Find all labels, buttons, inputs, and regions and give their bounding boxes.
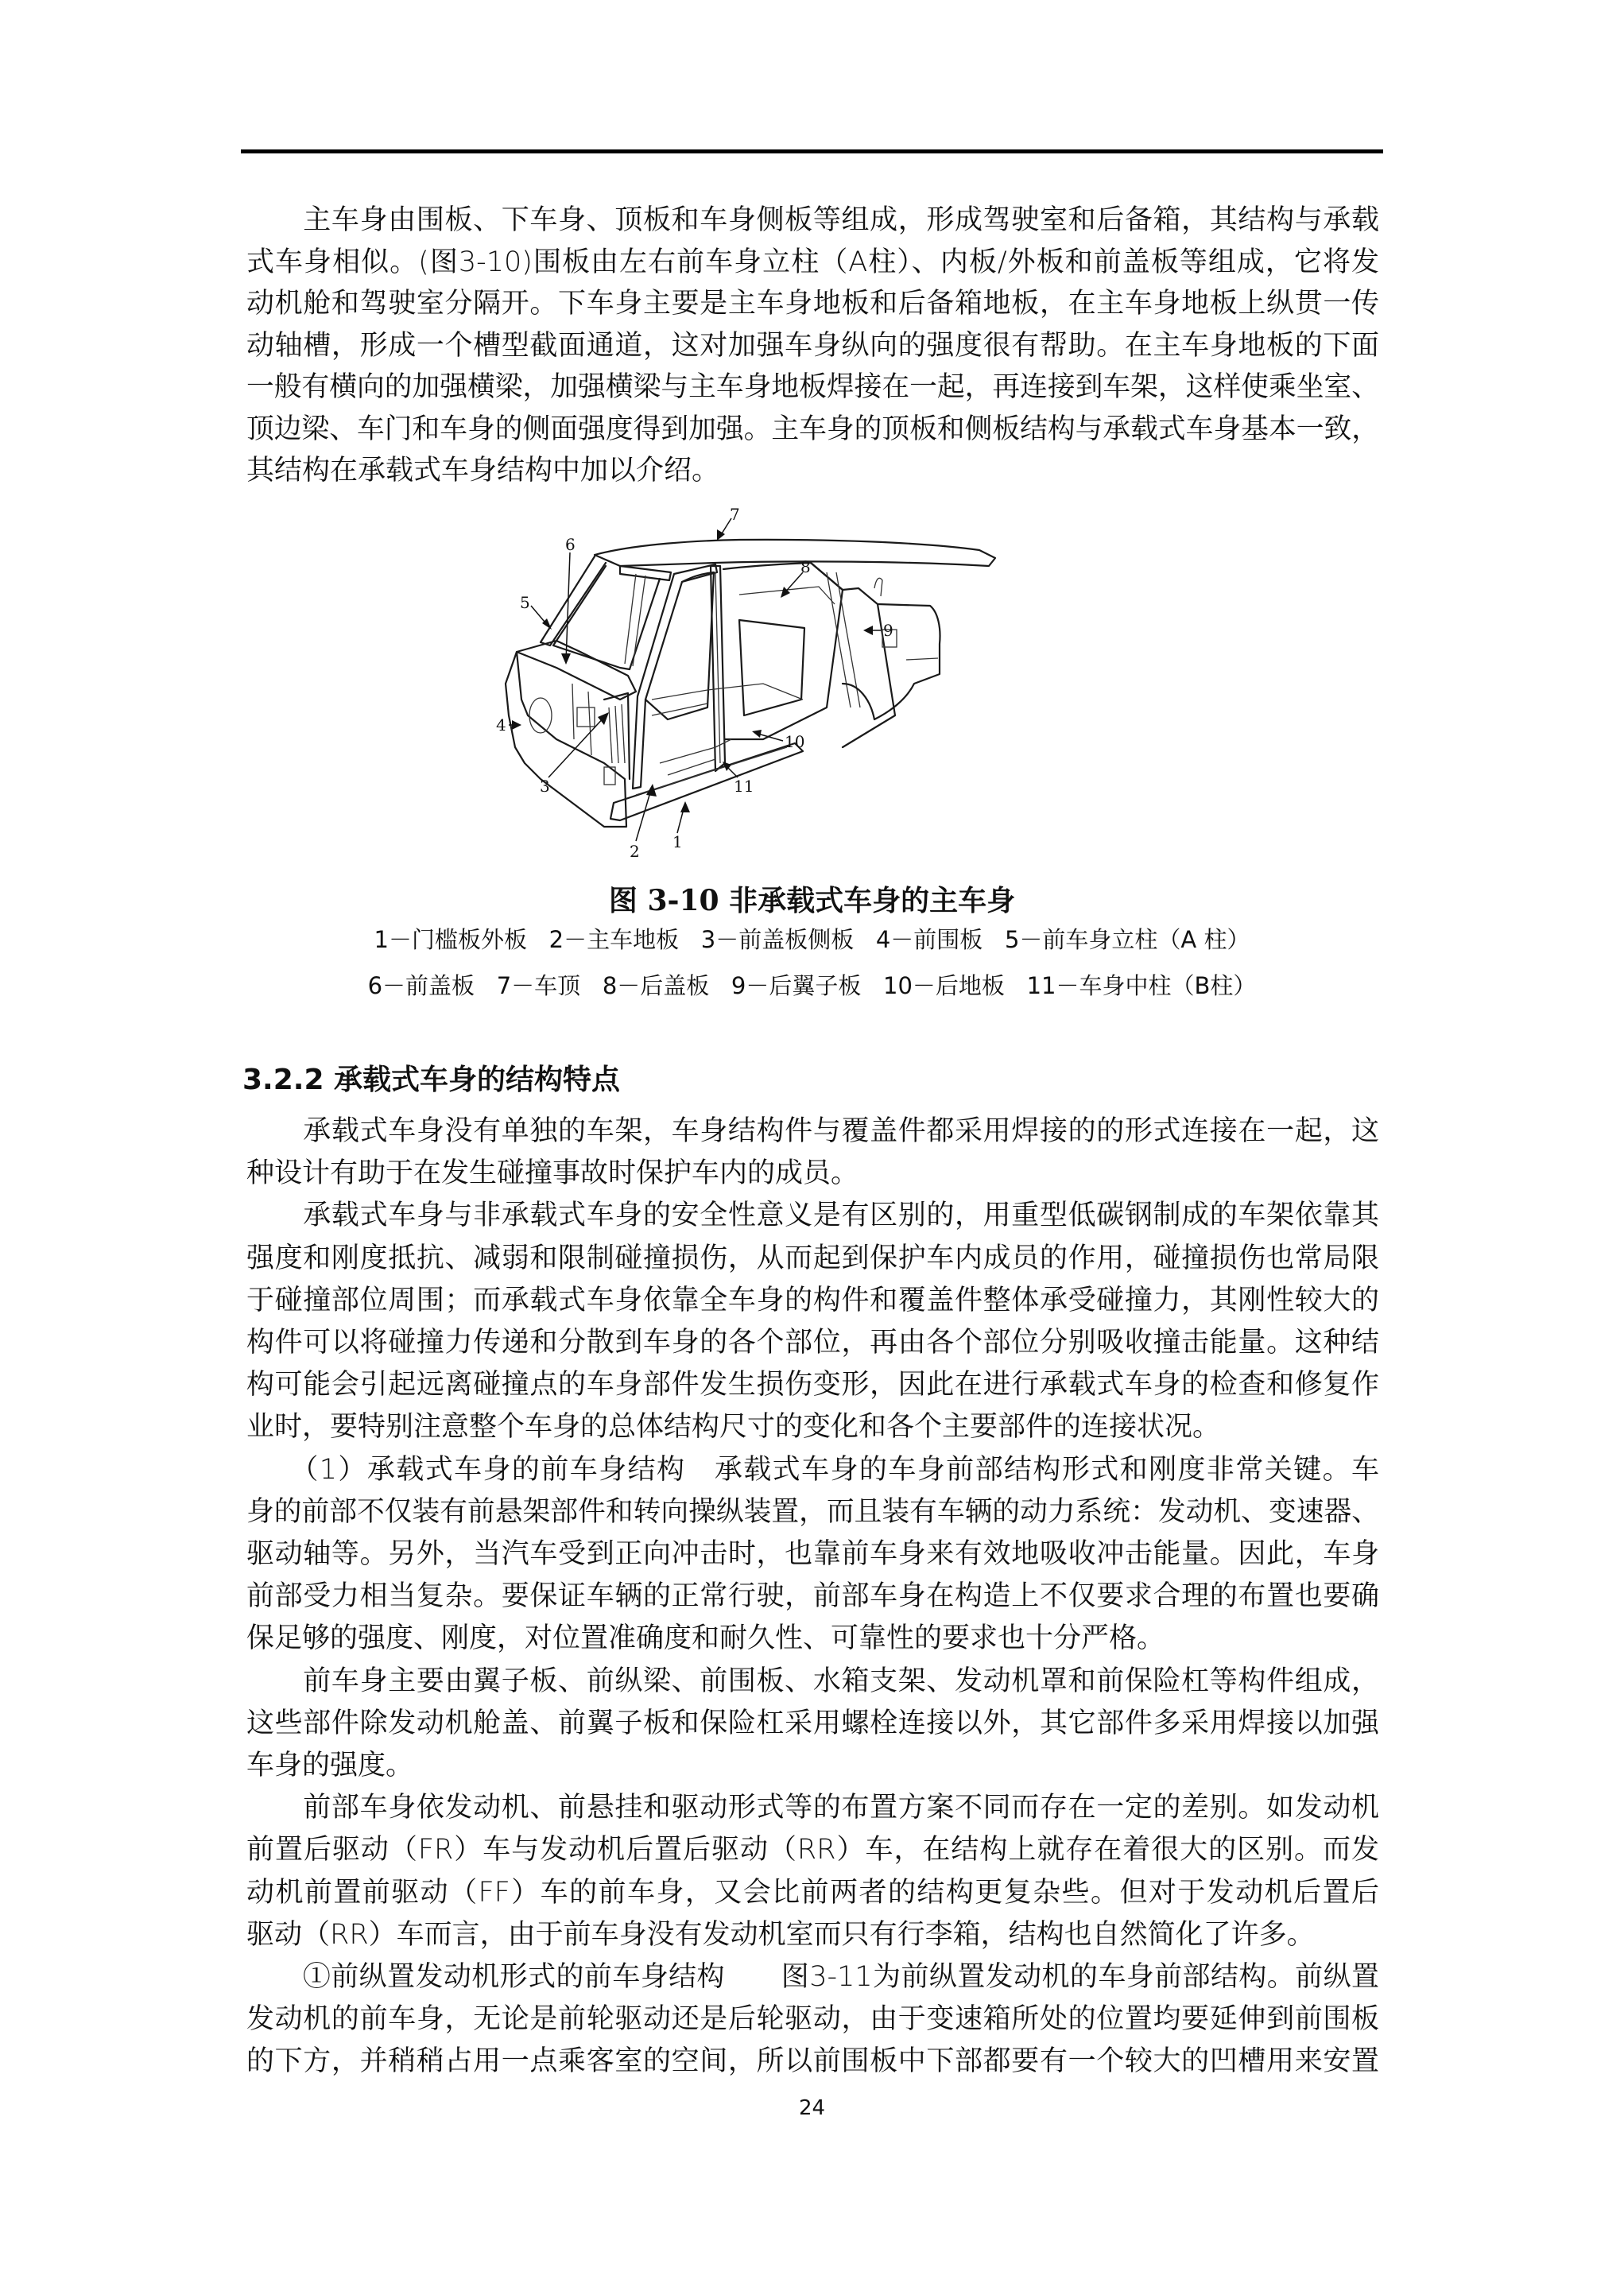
callout-11: 11: [734, 777, 754, 796]
car-body-drawing: [506, 540, 995, 827]
callout-4: 4: [496, 715, 506, 735]
page-number: 24: [798, 2096, 826, 2120]
text-line: 构可能会引起远离碰撞点的车身部件发生损伤变形，因此在进行承载式车身的检查和修复作: [246, 1369, 1379, 1401]
cowl-panel: [517, 641, 636, 700]
text-line: 保足够的强度、刚度，对位置准确度和耐久性、可靠性的要求也十分严格。: [246, 1622, 1165, 1655]
rear-door-opening: [723, 563, 843, 739]
figure-legend-line-2: 6－前盖板 7－车顶 8－后盖板 9－后翼子板 10－后地板 11－车身中柱（B柱）: [367, 972, 1257, 999]
callout-1: 1: [672, 832, 683, 851]
callout-6: 6: [565, 535, 576, 554]
callout-3: 3: [540, 777, 550, 796]
text-line: 身的前部不仅装有前悬架部件和转向操纵装置，而且装有车辆的动力系统：发动机、变速器、: [246, 1495, 1379, 1528]
text-line: 驱动（RR）车而言，由于前车身没有发动机室而只有行李箱，结构也自然简化了许多。: [246, 1918, 1315, 1951]
callout-2: 2: [630, 842, 640, 861]
text-line: ①前纵置发动机形式的前车身结构 图3-11为前纵置发动机的车身前部结构。前纵置: [246, 1961, 1379, 1993]
header-rule: [241, 149, 1383, 153]
b-pillar: [711, 566, 725, 771]
text-line: 构件可以将碰撞力传递和分散到车身的各个部位，再由各个部位分别吸收撞击能量。这种结: [246, 1327, 1379, 1359]
text-line: 强度和刚度抵抗、减弱和限制碰撞损伤，从而起到保护车内成员的作用，碰撞损伤也常局限: [246, 1242, 1379, 1274]
text-line: 动机舱和驾驶室分隔开。下车身主要是主车身地板和后备箱地板，在主车身地板上纵贯一传: [246, 288, 1379, 320]
text-line: 动机前置前驱动（FF）车的前车身，又会比前两者的结构更复杂些。但对于发动机后置后: [246, 1876, 1379, 1909]
main-floor: [652, 684, 803, 700]
roof-outline: [595, 540, 995, 566]
callout-leaders: [509, 518, 881, 841]
a-pillar: [541, 556, 606, 645]
callout-7: 7: [730, 505, 740, 524]
front-door-opening: [633, 564, 717, 789]
section-heading: 3.2.2 承载式车身的结构特点: [242, 1064, 621, 1096]
figure-title: 图 3-10 非承载式车身的主车身: [608, 884, 1016, 917]
rear-fender: [843, 604, 940, 719]
text-line: 前部受力相当复杂。要保证车辆的正常行驶，前部车身在构造上不仅要求合理的布置也要确: [246, 1580, 1379, 1613]
text-line: 其结构在承载式车身结构中加以介绍。: [246, 455, 720, 486]
text-line: （1）承载式车身的前车身结构 承载式车身的车身前部结构形式和刚度非常关键。车: [246, 1453, 1379, 1486]
rear-window-panel: [739, 620, 804, 715]
text-line: 前部车身依发动机、前悬挂和驱动形式等的布置方案不同而存在一定的差别。如发动机: [246, 1792, 1379, 1824]
text-line: 前车身主要由翼子板、前纵梁、前围板、水箱支架、发动机罩和前保险杠等构件组成，: [246, 1665, 1379, 1697]
text-line: 动轴槽，形成一个槽型截面通道，这对加强车身纵向的强度很有帮助。在主车身地板的下面: [246, 329, 1379, 362]
callout-5: 5: [520, 593, 530, 612]
text-line: 一般有横向的加强横梁，加强横梁与主车身地板焊接在一起，再连接到车架，这样使乘坐室、: [246, 371, 1379, 403]
door-sill: [610, 743, 803, 820]
text-line: 式车身相似。(图3-10)围板由左右前车身立柱（A柱）、内板/外板和前盖板等组成，它将发: [246, 246, 1379, 278]
callout-9: 9: [883, 621, 893, 640]
callout-10: 10: [785, 732, 805, 751]
front-panel: [506, 652, 626, 827]
text-line: 发动机的前车身，无论是前轮驱动还是后轮驱动，由于变速箱所处的位置均要延伸到前围板: [246, 2003, 1379, 2036]
windshield-frame: [553, 566, 660, 669]
text-line: 这些部件除发动机舱盖、前翼子板和保险杠采用螺栓连接以外，其它部件多采用焊接以加强: [246, 1707, 1379, 1739]
text-line: 前置后驱动（FR）车与发动机后置后驱动（RR）车，在结构上就存在着很大的区别。而发: [246, 1834, 1379, 1866]
figure-legend-line-1: 1－门槛板外板 2－主车地板 3－前盖板侧板 4－前围板 5－前车身立柱（A 柱）: [374, 926, 1250, 953]
text-line: 顶边梁、车门和车身的侧面强度得到加强。主车身的顶板和侧板结构与承载式车身基本一致，: [246, 413, 1379, 445]
callout-numbers: [496, 505, 893, 861]
text-line: 主车身由围板、下车身、顶板和车身侧板等组成，形成驾驶室和后备箱，其结构与承载: [246, 204, 1379, 236]
text-line: 的下方，并稍稍占用一点乘客室的空间，所以前围板中下部都要有一个较大的凹槽用来安置: [246, 2045, 1379, 2078]
callout-8: 8: [800, 557, 811, 576]
text-line: 车身的强度。: [246, 1750, 414, 1781]
text-line: 驱动轴等。另外，当汽车受到正向冲击时，也靠前车身来有效地吸收冲击能量。因此，车身: [246, 1538, 1379, 1570]
text-line: 种设计有助于在发生碰撞事故时保护车内的成员。: [246, 1157, 859, 1190]
c-pillar: [811, 563, 895, 747]
text-line: 承载式车身没有单独的车架，车身结构件与覆盖件都采用焊接的的形式连接在一起，这: [246, 1115, 1379, 1147]
text-line: 于碰撞部位周围；而承载式车身依靠全车身的构件和覆盖件整体承受碰撞力，其刚性较大的: [246, 1284, 1379, 1316]
text-line: 业时，要特别注意整个车身的总体结构尺寸的变化和各个主要部件的连接状况。: [246, 1411, 1221, 1444]
text-line: 承载式车身与非承载式车身的安全性意义是有区别的，用重型低碳钢制成的车架依靠其: [246, 1200, 1379, 1232]
